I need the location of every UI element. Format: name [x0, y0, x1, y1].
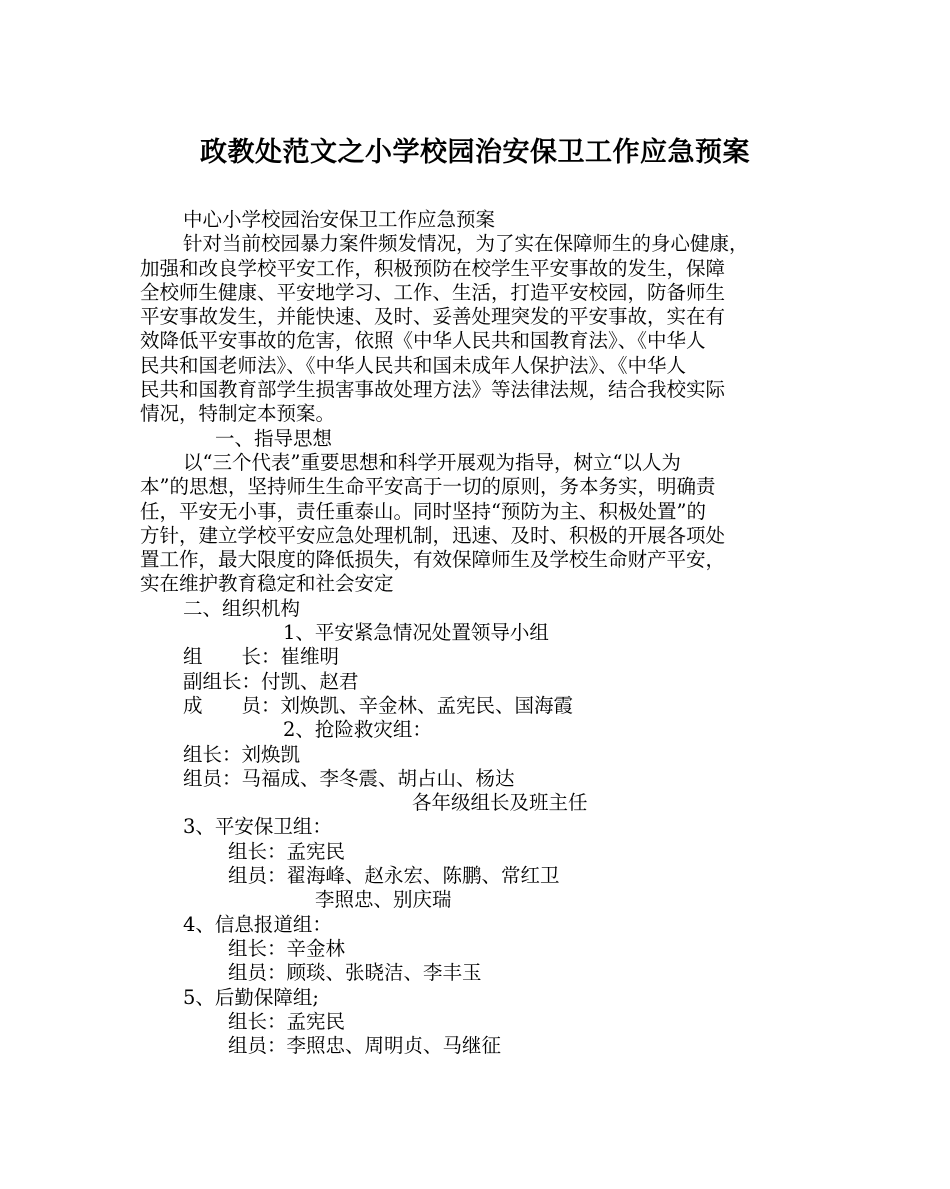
subtitle-line: 中心小学校园治安保卫工作应急预案 [183, 208, 496, 231]
group-heading: 2、抢险救灾组： [283, 718, 432, 742]
section-heading: 二、组织机构 [183, 596, 301, 620]
paragraph-line: 以“三个代表”重要思想和科学开展观为指导，树立“以人为 [183, 450, 681, 474]
member-line: 组长：刘焕凯 [183, 742, 301, 766]
member-line: 组长：孟宪民 [228, 839, 346, 863]
paragraph-line: 方针，建立学校平安应急处理机制，迅速、及时、积极的开展各项处 [140, 523, 726, 547]
paragraph-line: 实在维护教育稳定和社会安定 [140, 572, 394, 596]
member-line: 各年级组长及班主任 [412, 791, 588, 815]
member-line: 成 员：刘焕凯、辛金林、孟宪民、国海霞 [183, 693, 574, 717]
document-body [140, 208, 830, 1058]
member-line: 副组长：付凯、赵君 [183, 669, 359, 693]
member-line: 组长：辛金林 [228, 936, 346, 960]
group-heading: 5、后勤保障组; [183, 985, 319, 1009]
paragraph-line: 任，平安无小事，责任重泰山。同时坚持“预防为主、积极处置”的 [140, 499, 706, 523]
member-line: 组长：孟宪民 [228, 1009, 346, 1033]
paragraph-line: 平安事故发生，并能快速、及时、妥善处理突发的平安事故，实在有 [140, 305, 726, 329]
document-title: 政教处范文之小学校园治安保卫工作应急预案 [200, 137, 750, 168]
paragraph-line: 民共和国教育部学生损害事故处理方法》等法律法规，结合我校实际 [140, 378, 726, 402]
section-heading: 一、指导思想 [215, 426, 333, 450]
member-line: 组员：翟海峰、赵永宏、陈鹏、常红卫 [228, 864, 560, 888]
paragraph-line: 置工作，最大限度的降低损失，有效保障师生及学校生命财产平安， [140, 548, 726, 572]
member-line: 组 长：崔维明 [183, 645, 340, 669]
member-line: 李照忠、别庆瑞 [315, 888, 452, 912]
group-heading: 4、信息报道组： [183, 912, 332, 936]
paragraph-line: 民共和国老师法》、《中华人民共和国未成年人保护法》、《中华人 [140, 353, 687, 377]
paragraph-line: 本”的思想，坚持师生生命平安高于一切的原则，务本务实，明确责 [140, 475, 716, 499]
paragraph-line: 情况，特制定本预案。 [140, 402, 336, 426]
group-heading: 1、平安紧急情况处置领导小组 [283, 621, 549, 645]
paragraph-line: 全校师生健康、平安地学习、工作、生活，打造平安校园，防备师生 [140, 280, 726, 304]
paragraph-line: 针对当前校园暴力案件频发情况，为了实在保障师生的身心健康， [183, 232, 749, 256]
member-line: 组员：李照忠、周明贞、马继征 [228, 1034, 502, 1058]
member-line: 组员：顾琰、张晓洁、李丰玉 [228, 961, 482, 985]
group-heading: 3、平安保卫组： [183, 815, 332, 839]
paragraph-line: 效降低平安事故的危害，依照《中华人民共和国教育法》、《中华人 [140, 329, 706, 353]
member-line: 组员：马福成、李冬震、胡占山、杨达 [183, 766, 515, 790]
paragraph-line: 加强和改良学校平安工作，积极预防在校学生平安事故的发生，保障 [140, 256, 726, 280]
